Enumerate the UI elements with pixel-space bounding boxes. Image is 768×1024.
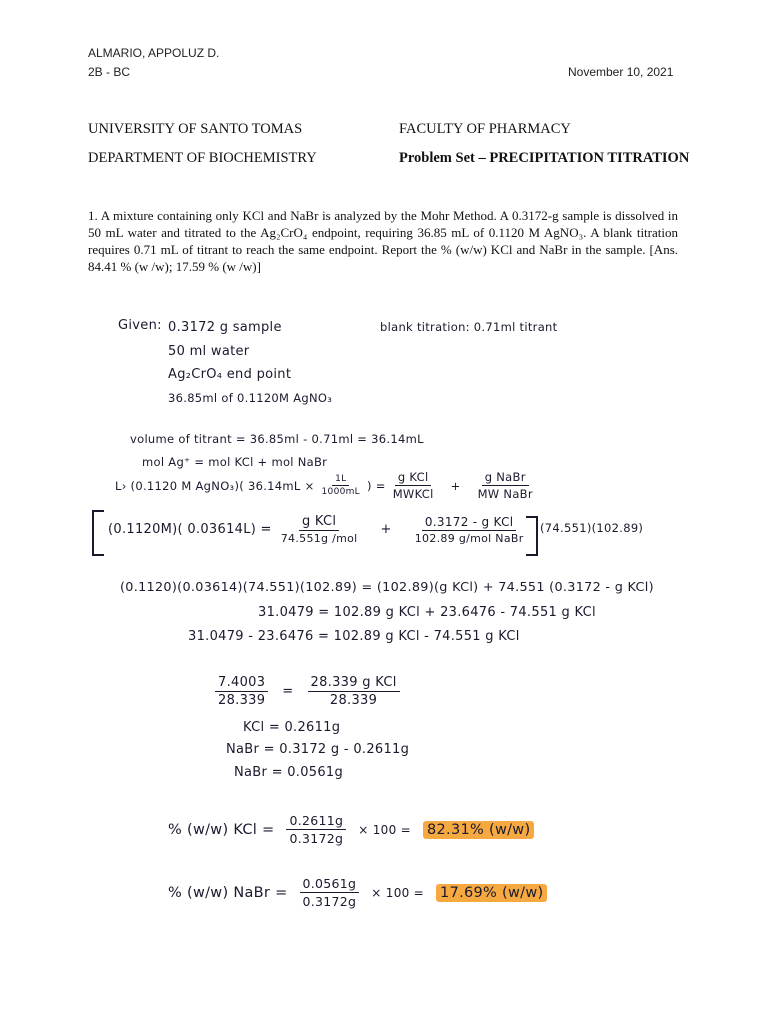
- eq6-right-fraction: [308, 675, 400, 708]
- eq6-left-num: 7.4003: [215, 675, 268, 692]
- given-blank: blank titration: 0.71ml titrant: [380, 320, 558, 334]
- eq2-tail: (74.551)(102.89): [540, 521, 644, 535]
- pct-nabr-fraction: [300, 876, 360, 909]
- eq2-nabr-num: 0.3172 - g KCl: [422, 515, 517, 531]
- equation-1: [115, 470, 536, 501]
- eq1-nabr-fraction: [475, 470, 536, 501]
- eq1-equals: ) =: [367, 478, 386, 493]
- eq1-conv-num: 1L: [332, 474, 349, 486]
- equation-6: [215, 675, 400, 708]
- eq2-lead: (0.1120M)( 0.03614L) =: [108, 522, 272, 537]
- nabr-result: NaBr = 0.0561g: [234, 765, 344, 780]
- eq6-right-den: 28.339: [329, 693, 378, 708]
- date: November 10, 2021: [568, 65, 674, 79]
- eq2-kcl-fraction: [278, 514, 361, 545]
- volume-titrant-line: volume of titrant = 36.85ml - 0.71ml = 36.14mL: [130, 432, 424, 446]
- eq2-kcl-den: 74.551g /mol: [280, 532, 358, 545]
- eq1-kcl-num: g KCl: [395, 470, 432, 486]
- given-endpoint: Ag₂CrO₄ end point: [168, 367, 292, 382]
- pct-kcl-fraction: [286, 813, 346, 846]
- problem-statement: 1. A mixture containing only KCl and NaBr is analyzed by the Mohr Method. A 0.3172-g sample is dissolved in 50 mL water and titrated to the Ag₂CrO₄ endpoint, requiring 36.85 mL of 0.1120 M AgNO₃. A blank titration requires 0.71 mL of titrant to reach the same endpoint. Report the % (w/w) KCl and NaBr in the sample. [Ans. 84.41 % (w /w); 17.59 % (w /w)]: [88, 208, 678, 274]
- eq1-kcl-fraction: [390, 470, 437, 501]
- pct-nabr-den: 0.3172g: [302, 894, 357, 909]
- eq1-lead: L› (0.1120 M AgNO₃)( 36.14mL ×: [115, 478, 315, 493]
- left-bracket: [92, 510, 104, 556]
- given-label: Given:: [118, 318, 162, 333]
- eq1-conversion-fraction: [319, 474, 364, 497]
- eq2-nabr-den: 102.89 g/mol NaBr: [414, 531, 524, 545]
- eq1-plus: +: [450, 478, 461, 493]
- pct-kcl-den: 0.3172g: [289, 831, 344, 846]
- nabr-step: NaBr = 0.3172 g - 0.2611g: [226, 742, 410, 757]
- eq6-right-num: 28.339 g KCl: [308, 675, 400, 692]
- pct-nabr-times: × 100 =: [371, 885, 425, 900]
- problem-set-title: Problem Set – PRECIPITATION TITRATION: [399, 150, 690, 166]
- student-name: ALMARIO, APPOLUZ D.: [88, 46, 220, 60]
- eq6-equals: =: [282, 684, 294, 699]
- kcl-result: KCl = 0.2611g: [243, 720, 341, 735]
- equation-2: [108, 514, 527, 545]
- equation-4: 31.0479 = 102.89 g KCl + 23.6476 - 74.551 g KCl: [258, 605, 596, 620]
- pct-kcl-result: 82.31% (w/w): [423, 821, 534, 839]
- pct-nabr-result: 17.69% (w/w): [436, 884, 547, 902]
- eq1-nabr-den: MW NaBr: [477, 487, 533, 501]
- eq2-plus: +: [380, 522, 392, 537]
- university-name: UNIVERSITY OF SANTO TOMAS: [88, 121, 303, 137]
- equation-5: 31.0479 - 23.6476 = 102.89 g KCl - 74.551 g KCl: [188, 629, 520, 644]
- pct-kcl-num: 0.2611g: [286, 813, 346, 830]
- eq1-conv-den: 1000mL: [321, 487, 361, 497]
- pct-kcl-times: × 100 =: [358, 822, 411, 837]
- department-name: DEPARTMENT OF BIOCHEMISTRY: [88, 150, 317, 166]
- faculty-name: FACULTY OF PHARMACY: [399, 121, 571, 137]
- eq1-nabr-num: g NaBr: [482, 470, 529, 486]
- pct-kcl-label: % (w/w) KCl =: [168, 821, 275, 838]
- mol-ag-line: mol Ag⁺ = mol KCl + mol NaBr: [142, 455, 328, 469]
- eq2-kcl-num: g KCl: [299, 514, 339, 531]
- equation-3: (0.1120)(0.03614)(74.551)(102.89) = (102.89)(g KCl) + 74.551 (0.3172 - g KCl): [120, 580, 654, 595]
- pct-nabr-label: % (w/w) NaBr =: [168, 884, 288, 901]
- percent-kcl-line: [168, 813, 534, 846]
- percent-nabr-line: [168, 876, 547, 909]
- eq6-left-fraction: [215, 675, 268, 708]
- eq2-nabr-fraction: [412, 515, 527, 545]
- given-sample: 0.3172 g sample: [168, 320, 282, 335]
- given-water: 50 ml water: [168, 344, 250, 359]
- eq1-kcl-den: MWKCl: [392, 487, 434, 501]
- pct-nabr-num: 0.0561g: [300, 876, 360, 893]
- section-label: 2B - BC: [88, 65, 131, 79]
- given-titrant: 36.85ml of 0.1120M AgNO₃: [168, 391, 333, 405]
- eq6-left-den: 28.339: [218, 693, 266, 708]
- right-bracket: [526, 516, 538, 556]
